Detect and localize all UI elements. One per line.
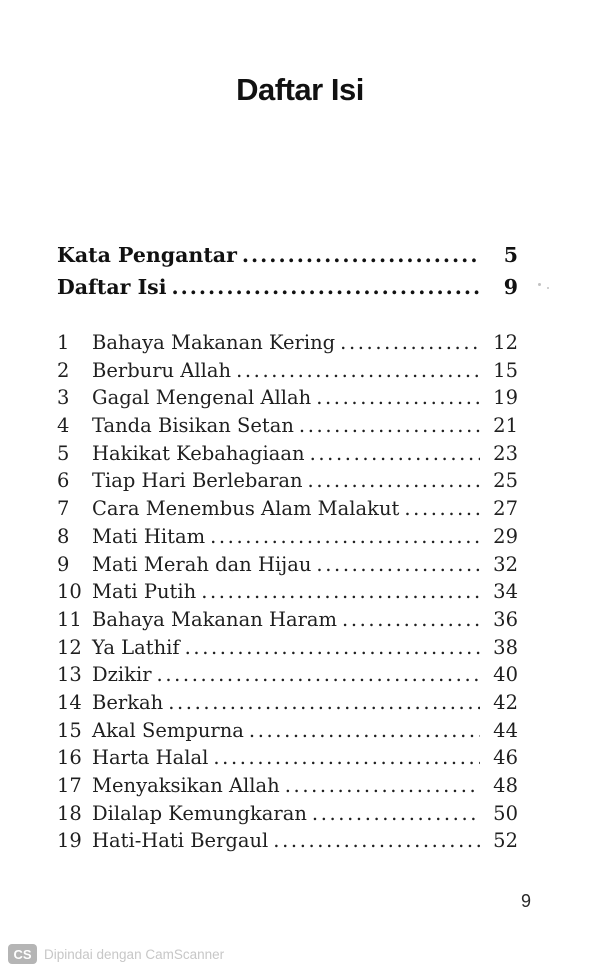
front-matter-label: Kata Pengantar [57, 243, 237, 267]
toc-entry-number: 7 [57, 497, 70, 521]
toc-entry-page: 15 [493, 358, 518, 382]
toc-row [57, 358, 518, 386]
toc-row [57, 718, 518, 746]
dot-leader [299, 413, 480, 441]
dot-leader [285, 773, 480, 801]
dot-leader [242, 242, 480, 274]
toc-entry-number: 18 [57, 801, 82, 825]
front-matter-page: 9 [503, 275, 518, 299]
toc-entry-title: Mati Hitam [92, 524, 206, 548]
toc-entry-page: 21 [493, 414, 518, 438]
toc-entry-number: 13 [57, 663, 82, 687]
toc-entry-page: 44 [493, 718, 518, 742]
toc-entry-page: 38 [493, 635, 518, 659]
toc-entry-page: 36 [493, 607, 518, 631]
toc-entry-number: 8 [57, 524, 70, 548]
page-title: Daftar Isi [236, 72, 364, 107]
toc-row [57, 496, 518, 524]
toc-row [57, 662, 518, 690]
toc-entry-title: Mati Putih [92, 580, 197, 604]
toc-entry-number: 17 [57, 774, 82, 797]
toc-entry-title: Tanda Bisikan Setan [92, 414, 294, 438]
toc-entry-page: 19 [493, 386, 518, 410]
toc-entry-title: Akal Sempurna [92, 718, 244, 742]
toc-entry-number: 1 [57, 331, 70, 354]
toc-entry-number: 9 [57, 552, 70, 576]
toc-entry-title: Cara Menembus Alam Malakut [92, 497, 400, 521]
dot-leader [213, 745, 480, 773]
dot-leader [236, 358, 480, 386]
toc-entry-title: Dilalap Kemungkaran [92, 801, 307, 825]
toc-entry-page: 12 [493, 331, 518, 354]
front-matter-label: Daftar Isi [57, 275, 167, 299]
toc-entry-page: 50 [493, 801, 518, 825]
dot-leader [312, 801, 480, 829]
toc-entry-title: Tiap Hari Berlebaran [92, 469, 303, 493]
toc-entry-title: Mati Merah dan Hijau [92, 552, 312, 576]
toc-entry-number: 6 [57, 469, 70, 493]
toc-entry-number: 15 [57, 718, 82, 742]
toc-entry-title: Hati-Hati Bergaul [92, 829, 269, 853]
dot-leader [404, 496, 480, 524]
front-matter-list [57, 242, 518, 306]
toc-entry-number: 12 [57, 635, 82, 659]
front-matter-row [57, 242, 518, 274]
toc-entry-title: Berburu Allah [92, 358, 232, 382]
dot-leader [168, 690, 480, 718]
dot-leader [201, 579, 480, 607]
dot-leader [316, 385, 480, 413]
scan-artifact [547, 287, 549, 289]
toc-entry-number: 3 [57, 386, 70, 410]
toc-entry-title: Harta Halal [92, 746, 209, 770]
dot-leader [172, 274, 481, 306]
toc-entry-title: Dzikir [92, 663, 152, 687]
toc-entry-title: Bahaya Makanan Kering [92, 331, 336, 354]
dot-leader [210, 524, 480, 552]
toc-entry-number: 10 [57, 580, 82, 604]
dot-leader [185, 635, 480, 663]
dot-leader [316, 552, 480, 580]
toc-row [57, 552, 518, 580]
toc-entry-number: 14 [57, 690, 82, 714]
toc-row [57, 801, 518, 829]
toc-row [57, 773, 518, 801]
toc-row [57, 385, 518, 413]
dot-leader [273, 828, 480, 856]
toc-entry-title: Berkah [92, 690, 164, 714]
toc-entry-page: 23 [493, 441, 518, 465]
toc-entry-title: Menyaksikan Allah [92, 774, 280, 797]
dot-leader [157, 662, 480, 690]
toc-entry-number: 5 [57, 441, 70, 465]
toc-entry-number: 16 [57, 746, 82, 770]
toc-entry-title: Bahaya Makanan Haram [92, 607, 338, 631]
toc-entry-number: 4 [57, 414, 70, 438]
toc-list [57, 330, 518, 856]
toc-row [57, 330, 518, 358]
toc-entry-number: 19 [57, 829, 82, 853]
toc-entry-page: 29 [493, 524, 518, 548]
toc-entry-number: 2 [57, 358, 70, 382]
toc-row [57, 524, 518, 552]
toc-row [57, 579, 518, 607]
toc-row [57, 745, 518, 773]
dot-leader [249, 718, 480, 746]
toc-row [57, 607, 518, 635]
toc-row [57, 441, 518, 469]
toc-row [57, 468, 518, 496]
toc-entry-number: 11 [57, 607, 82, 631]
toc-entry-page: 32 [493, 552, 518, 576]
camscanner-badge-icon: CS [8, 944, 37, 964]
dot-leader [342, 607, 480, 635]
toc-entry-title: Ya Lathif [92, 635, 180, 659]
scan-artifact [538, 283, 541, 286]
toc-entry-page: 46 [493, 746, 518, 770]
dot-leader [340, 330, 480, 358]
toc-entry-title: Gagal Mengenal Allah [92, 386, 312, 410]
toc-entry-page: 27 [493, 497, 518, 521]
folio-page-number: 9 [521, 891, 532, 911]
camscanner-watermark-text: Dipindai dengan CamScanner [44, 946, 225, 962]
toc-entry-page: 34 [493, 580, 518, 604]
toc-entry-page: 40 [493, 663, 518, 687]
front-matter-page: 5 [503, 243, 518, 267]
toc-row [57, 635, 518, 663]
camscanner-watermark [8, 944, 224, 964]
toc-row [57, 690, 518, 718]
toc-row [57, 828, 518, 856]
toc-entry-page: 52 [493, 829, 518, 853]
toc-entry-page: 42 [493, 690, 518, 714]
toc-entry-title: Hakikat Kebahagiaan [92, 441, 305, 465]
toc-entry-page: 48 [493, 774, 518, 797]
front-matter-row [57, 274, 518, 306]
dot-leader [310, 441, 480, 469]
dot-leader [308, 468, 480, 496]
toc-row [57, 413, 518, 441]
toc-entry-page: 25 [493, 469, 518, 493]
